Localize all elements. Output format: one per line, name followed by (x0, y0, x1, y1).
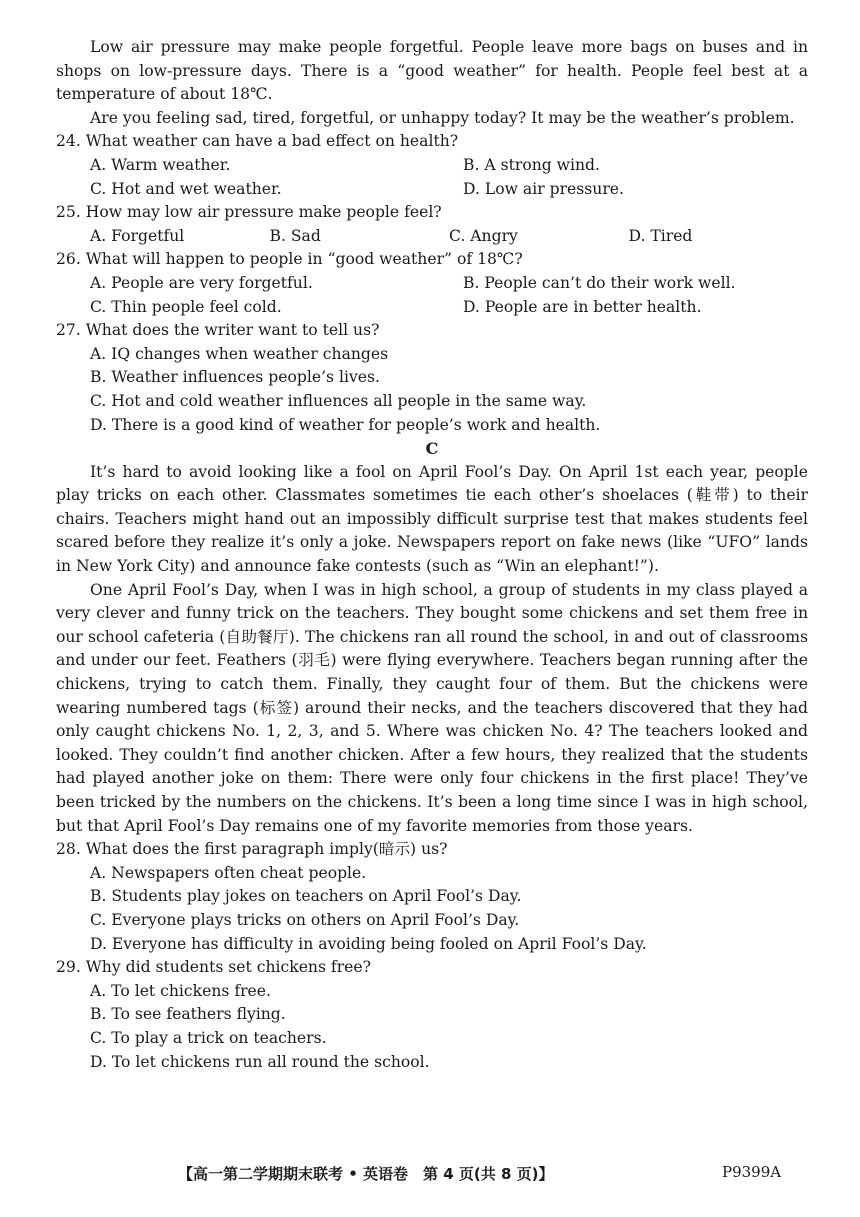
question-28 (56, 838, 808, 956)
option-d: D. People are in better health. (463, 297, 702, 316)
question-29 (56, 956, 808, 1074)
option-d: D. Low air pressure. (463, 179, 624, 198)
question-stem: 25. How may low air pressure make people feel? (56, 203, 442, 222)
option-c: C. Hot and wet weather. (90, 179, 282, 198)
question-27 (56, 319, 808, 437)
passage-c-paragraph: It’s hard to avoid looking like a fool on April Fool’s Day. On April 1st each year, people play tricks on each other. Classmates sometimes tie each other’s shoelaces (鞋带) to their chairs. Teachers might hand out an impossibly difficult surprise test that makes students feel scared before they realize it’s only a joke. Newspapers report on fake news (like “UFO” lands in New York City) and announce fake contests (such as “Win an elephant!”). (56, 462, 808, 576)
option-d: D. Tired (628, 226, 693, 245)
question-25 (56, 201, 808, 248)
footer-exam-info: 【高一第二学期期末联考 • 英语卷 第 4 页(共 8 页)】 (178, 1165, 554, 1183)
section-heading: C (425, 439, 439, 459)
option-d: D. There is a good kind of weather for people’s work and health. (90, 415, 601, 434)
question-stem: 24. What weather can have a bad effect on health? (56, 132, 459, 151)
question-stem: 26. What will happen to people in “good weather” of 18℃? (56, 250, 523, 269)
question-stem: 29. Why did students set chickens free? (56, 958, 371, 977)
exam-page (56, 36, 808, 1074)
option-d: D. To let chickens run all round the school. (90, 1052, 430, 1071)
passage-b-paragraph: Low air pressure may make people forgetful. People leave more bags on buses and in shops on low-pressure days. There is a “good weather” for health. People feel best at a temperature of about 18℃. (56, 38, 808, 104)
option-c: C. Hot and cold weather influences all people in the same way. (90, 391, 587, 410)
option-b: B. A strong wind. (463, 155, 601, 174)
option-b: B. People can’t do their work well. (463, 273, 736, 292)
option-a: A. Warm weather. (90, 155, 231, 174)
question-stem: 28. What does the first paragraph imply(暗示) us? (56, 840, 448, 859)
passage-b-paragraph: Are you feeling sad, tired, forgetful, or unhappy today? It may be the weather’s problem. (90, 108, 795, 127)
option-c: C. Everyone plays tricks on others on April Fool’s Day. (90, 910, 520, 929)
option-b: B. To see feathers flying. (90, 1005, 286, 1024)
option-c: C. Thin people feel cold. (90, 297, 282, 316)
passage-c-paragraph: One April Fool’s Day, when I was in high school, a group of students in my class played a very clever and funny trick on the teachers. They bought some chickens and set them free in our school cafeteria (自助餐厅). The chickens ran all round the school, in and out of classrooms and under our feet. Feathers (羽毛) were flying everywhere. Teachers began running after the chickens, trying to catch them. Finally, they caught four of them. But the chickens were wearing numbered tags (标签) around their necks, and the teachers discovered that they had only caught chickens No. 1, 2, 3, and 5. Where was chicken No. 4? The teachers looked and looked. They couldn’t find another chicken. After a few hours, they realized that the students had played another joke on them: There were only four chickens in the first place! They’ve been tricked by the numbers on the chickens. It’s been a long time since I was in high school, but that April Fool’s Day remains one of my favorite memories from those years. (56, 580, 808, 835)
option-d: D. Everyone has difficulty in avoiding being fooled on April Fool’s Day. (90, 934, 647, 953)
option-c: C. To play a trick on teachers. (90, 1028, 327, 1047)
option-b: B. Sad (269, 226, 321, 245)
option-a: A. IQ changes when weather changes (90, 344, 389, 363)
question-24 (56, 130, 808, 201)
question-26 (56, 248, 808, 319)
option-a: A. To let chickens free. (90, 981, 271, 1000)
footer-code: P9399A (722, 1163, 782, 1181)
option-a: A. People are very forgetful. (90, 273, 313, 292)
option-a: A. Newspapers often cheat people. (90, 863, 367, 882)
option-c: C. Angry (449, 226, 518, 245)
option-b: B. Students play jokes on teachers on April Fool’s Day. (90, 887, 522, 906)
question-stem: 27. What does the writer want to tell us? (56, 321, 380, 340)
option-b: B. Weather influences people’s lives. (90, 368, 380, 387)
option-a: A. Forgetful (90, 226, 185, 245)
